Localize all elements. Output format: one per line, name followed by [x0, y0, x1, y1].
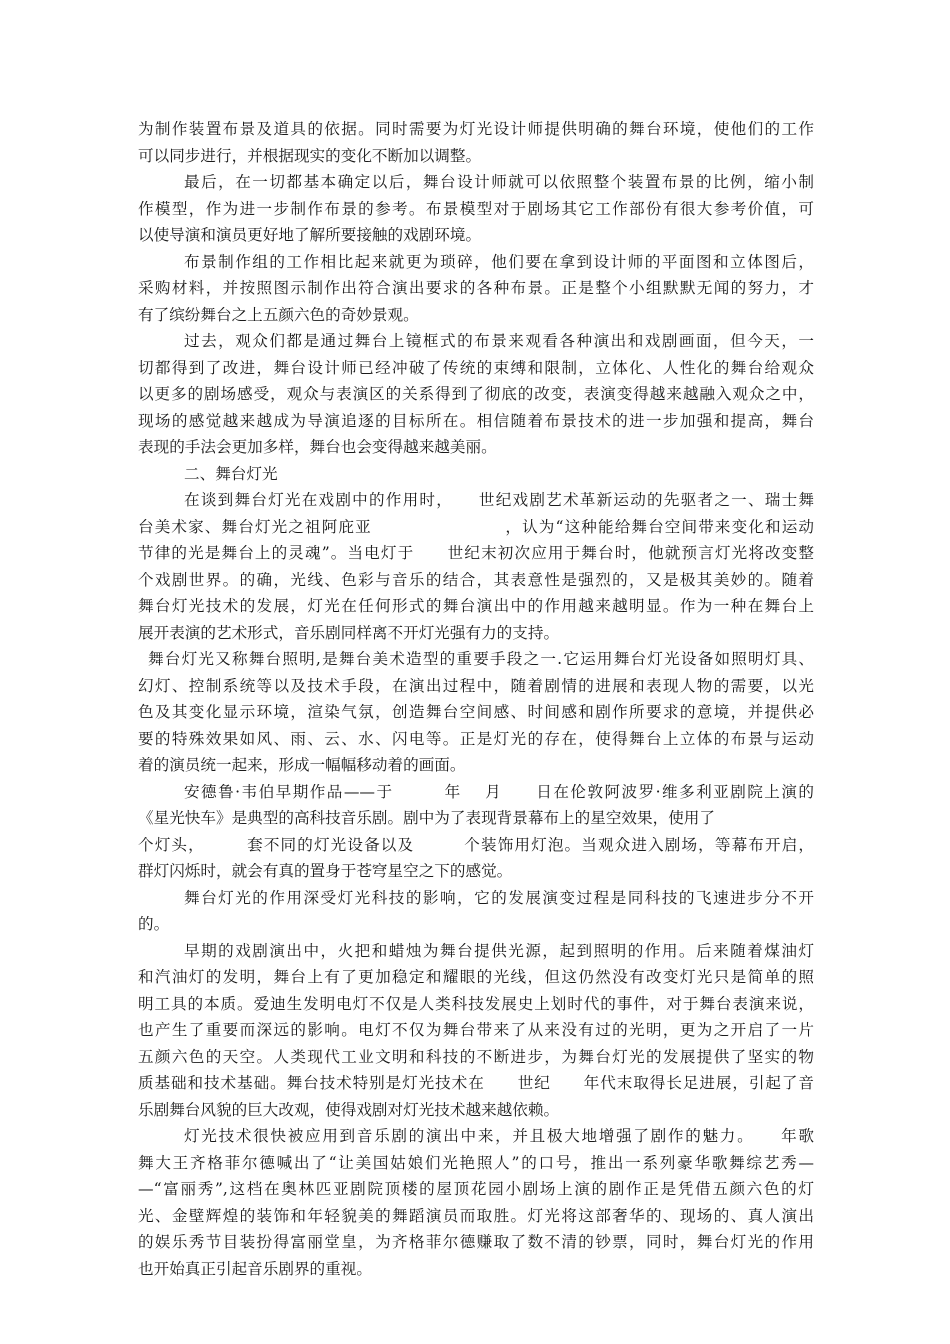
text-line: 布景制作组的工作相比起来就更为琐碎，他们要在拿到设计师的平面图和立体图后，	[184, 252, 814, 271]
text-line: 早期的戏剧演出中，火把和蜡烛为舞台提供光源，起到照明的作用。后来随着煤油灯	[184, 941, 814, 960]
text-line: 光、金壁辉煌的装饰和年轻貌美的舞蹈演员而取胜。灯光将这部奢华的、现场的、真人演出	[138, 1206, 814, 1225]
text-line: 舞台灯光技术的发展，灯光在任何形式的舞台演出中的作用越来越明显。作为一种在舞台上	[138, 597, 814, 615]
text-line: 色及其变化显示环境，渲染气氛，创造舞台空间感、时间感和剧作所要求的意境，并提供必	[138, 703, 814, 721]
paragraph	[138, 646, 814, 779]
text-line: 在谈到舞台灯光在戏剧中的作用时， 世纪戏剧艺术革新运动的先驱者之一、瑞士舞	[184, 491, 814, 509]
paragraph	[138, 116, 814, 169]
paragraph	[138, 328, 814, 461]
text-line: —“富丽秀”,这档在奥林匹亚剧院顶楼的屋顶花园小剧场上演的剧作正是凭借五颜六色的灯	[138, 1180, 814, 1198]
text-line: 以使导演和演员更好地了解所要接触的戏剧环境。	[138, 226, 482, 244]
document-page	[138, 116, 814, 1282]
text-line: 可以同步进行，并根据现实的变化不断加以调整。	[138, 146, 482, 165]
paragraph	[138, 1123, 814, 1282]
text-line: 展开表演的艺术形式，音乐剧同样离不开灯光强有力的支持。	[138, 623, 560, 642]
text-line: 表现的手法会更加多样，舞台也会变得越来越美丽。	[138, 438, 497, 456]
text-line: 明工具的本质。爱迪生发明电灯不仅是人类科技发展史上划时代的事件，对于舞台表演来说，	[138, 994, 814, 1013]
text-line: 要的特殊效果如风、雨、云、水、闪电等。正是灯光的存在，使得舞台上立体的布景与运动	[138, 729, 814, 748]
heading-text: 二、舞台灯光	[184, 464, 278, 483]
text-line: 过去，观众们都是通过舞台上镜框式的布景来观看各种演出和戏剧画面，但今天，一	[184, 332, 814, 350]
paragraph	[138, 487, 814, 646]
text-line: 的。	[138, 915, 170, 933]
text-line: 采购材料，并按照图示制作出符合演出要求的各种布景。正是整个小组默默无闻的努力，才	[138, 279, 814, 297]
text-line: 《星光快车》是典型的高科技音乐剧。剧中为了表现背景幕布上的星空效果，使用了	[138, 809, 715, 827]
text-line: 舞大王齐格菲尔德喊出了“让美国姑娘们光艳照人”的口号，推出一系列豪华歌舞综艺秀—	[138, 1153, 814, 1172]
text-line: 现场的感觉越来越成为导演追逐的目标所在。相信随着布景技术的进一步加强和提高，舞台	[138, 411, 814, 430]
text-line: 最后，在一切都基本确定以后，舞台设计师就可以依照整个装置布景的比例，缩小制	[184, 173, 814, 191]
text-line: 着的演员统一起来，形成一幅幅移动着的画面。	[138, 756, 466, 774]
text-line: 作模型，作为进一步制作布景的参考。布景模型对于剧场其它工作部份有很大参考价值，可	[138, 199, 814, 218]
text-line: 为制作装置布景及道具的依据。同时需要为灯光设计师提供明确的舞台环境，使他们的工作	[138, 120, 814, 138]
text-line: 灯光技术很快被应用到音乐剧的演出中来，并且极大地增强了剧作的魅力。 年歌	[184, 1127, 814, 1145]
paragraph	[138, 249, 814, 329]
text-line: 幻灯、控制系统等以及技术手段，在演出过程中，随着剧情的进展和表现人物的需要，以光	[138, 676, 814, 695]
text-line: 个灯头， 套不同的灯光设备以及 个装饰用灯泡。当观众进入剧场，等幕布开启，	[138, 835, 814, 854]
text-line: 以更多的剧场感受，观众与表演区的关系得到了彻底的改变，表演变得越来越融入观众之中，	[138, 385, 814, 403]
paragraph	[138, 885, 814, 938]
text-line: 质基础和技术基础。舞台技术特别是灯光技术在 世纪 年代末取得长足进展，引起了音	[138, 1074, 814, 1092]
text-line: 舞台灯光又称舞台照明,是舞台美术造型的重要手段之一.它运用舞台灯光设备如照明灯具、	[148, 650, 814, 668]
text-line: 群灯闪烁时，就会有真的置身于苍穹星空之下的感觉。	[138, 862, 513, 880]
section-heading	[138, 461, 814, 488]
paragraph	[138, 938, 814, 1124]
paragraph	[138, 169, 814, 249]
text-line: 和汽油灯的发明，舞台上有了更加稳定和耀眼的光线，但这仍然没有改变灯光只是简单的照	[138, 968, 814, 986]
text-line: 有了缤纷舞台之上五颜六色的奇妙景观。	[138, 305, 419, 324]
text-line: 也开始真正引起音乐剧界的重视。	[138, 1259, 372, 1278]
text-line: 节律的光是舞台上的灵魂”。当电灯于 世纪末初次应用于舞台时，他就预言灯光将改变整	[138, 544, 814, 562]
text-line: 五颜六色的天空。人类现代工业文明和科技的不断进步，为舞台灯光的发展提供了坚实的物	[138, 1047, 814, 1066]
text-line: 乐剧舞台风貌的巨大改观，使得戏剧对灯光技术越来越依赖。	[138, 1100, 560, 1119]
text-line: 也产生了重要而深远的影响。电灯不仅为舞台带来了从来没有过的光明，更为之开启了一片	[138, 1021, 814, 1039]
text-line: 的娱乐秀节目装扮得富丽堂皇，为齐格菲尔德赚取了数不清的钞票，同时，舞台灯光的作用	[138, 1233, 814, 1251]
paragraph	[138, 779, 814, 885]
text-line: 台美术家、舞台灯光之祖阿庇亚 ，认为“这种能给舞台空间带来变化和运动	[138, 517, 814, 536]
text-line: 安德鲁·韦伯早期作品——于 年 月 日在伦敦阿波罗·维多利亚剧院上演的	[184, 782, 814, 801]
text-line: 个戏剧世界。的确，光线、色彩与音乐的结合，其表意性是强烈的，又是极其美妙的。随着	[138, 570, 814, 589]
text-line: 切都得到了改进，舞台设计师已经冲破了传统的束缚和限制，立体化、人性化的舞台给观众	[138, 358, 814, 377]
text-line: 舞台灯光的作用深受灯光科技的影响，它的发展演变过程是同科技的飞速进步分不开	[184, 888, 814, 907]
